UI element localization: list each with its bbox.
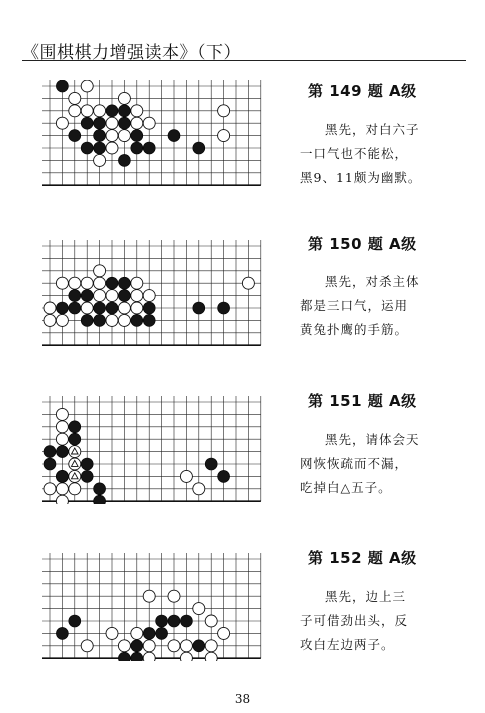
white-stone [180, 470, 192, 482]
black-stone [168, 130, 180, 142]
white-stone [106, 142, 118, 154]
desc-line: 黑先，对杀主体 [325, 274, 420, 289]
black-stone [143, 302, 155, 314]
white-stone [205, 652, 217, 661]
white-stone [106, 314, 118, 326]
white-stone [94, 265, 106, 277]
black-stone [94, 142, 106, 154]
white-stone [218, 105, 230, 117]
desc-line: 黄兔扑鹰的手筋。 [300, 322, 409, 337]
black-stone [94, 130, 106, 142]
black-stone [81, 470, 93, 482]
white-stone [118, 314, 130, 326]
white-stone [242, 277, 254, 289]
black-stone [81, 117, 93, 129]
black-stone [69, 130, 81, 142]
white-stone [106, 290, 118, 302]
desc-line: 子可借劲出头，反 [300, 613, 409, 628]
problem-desc-152 [300, 585, 450, 657]
desc-line: 黑先，边上三 [325, 589, 407, 604]
white-stone [94, 277, 106, 289]
black-stone [156, 615, 168, 627]
black-stone [94, 483, 106, 495]
board-stones [56, 590, 229, 661]
black-stone [106, 105, 118, 117]
white-stone [106, 130, 118, 142]
black-stone [69, 302, 81, 314]
white-stone [106, 117, 118, 129]
black-stone [131, 130, 143, 142]
white-stone [118, 302, 130, 314]
black-stone [118, 105, 130, 117]
white-stone [143, 117, 155, 129]
white-stone [205, 615, 217, 627]
white-stone [118, 92, 130, 104]
black-stone [168, 615, 180, 627]
problem-desc-151 [300, 428, 450, 500]
white-stone [44, 314, 56, 326]
black-stone [143, 314, 155, 326]
black-stone [205, 458, 217, 470]
black-stone [81, 458, 93, 470]
white-stone [106, 627, 118, 639]
white-stone [218, 130, 230, 142]
white-stone [56, 314, 68, 326]
black-stone [94, 314, 106, 326]
go-board-151 [42, 396, 282, 504]
black-stone [106, 302, 118, 314]
desc-line: 黑先，请体会天 [325, 432, 420, 447]
black-stone [143, 627, 155, 639]
black-stone [69, 421, 81, 433]
page-number: 38 [234, 692, 251, 706]
white-stone [143, 590, 155, 602]
black-stone [94, 117, 106, 129]
white-stone [69, 483, 81, 495]
white-stone [94, 290, 106, 302]
white-stone [81, 277, 93, 289]
black-stone [94, 302, 106, 314]
black-stone [118, 117, 130, 129]
black-stone [131, 640, 143, 652]
black-stone [56, 302, 68, 314]
black-stone [94, 495, 106, 504]
black-stone [69, 615, 81, 627]
white-stone [69, 277, 81, 289]
white-stone [118, 130, 130, 142]
header-rule [22, 60, 466, 61]
white-stone [81, 302, 93, 314]
white-stone [69, 92, 81, 104]
black-stone [143, 142, 155, 154]
white-stone [131, 277, 143, 289]
white-stone [193, 603, 205, 615]
problem-title-151: 第 151 题 A级 [308, 392, 417, 410]
black-stone [118, 277, 130, 289]
black-stone [118, 290, 130, 302]
white-stone [143, 652, 155, 661]
white-stone [118, 640, 130, 652]
black-stone [69, 433, 81, 445]
white-stone [143, 290, 155, 302]
problem-desc-149 [300, 118, 450, 190]
go-board-152 [42, 553, 282, 661]
black-stone [56, 470, 68, 482]
white-stone [56, 495, 68, 504]
white-stone [81, 640, 93, 652]
white-stone [143, 640, 155, 652]
white-stone [193, 483, 205, 495]
go-board-149 [42, 80, 282, 188]
white-stone [81, 105, 93, 117]
black-stone [44, 446, 56, 458]
white-stone [81, 80, 93, 92]
white-stone [56, 483, 68, 495]
white-stone [168, 640, 180, 652]
black-stone [81, 142, 93, 154]
problem-title-152: 第 152 题 A级 [308, 549, 417, 567]
problem-title-150: 第 150 题 A级 [308, 235, 417, 253]
problem-title-149: 第 149 题 A级 [308, 82, 417, 100]
desc-line: 网恢恢疏而不漏， [300, 456, 409, 471]
white-stone [180, 652, 192, 661]
black-stone [131, 142, 143, 154]
white-stone [168, 590, 180, 602]
white-stone [44, 302, 56, 314]
white-stone [205, 640, 217, 652]
desc-line: 黑先，对白六子 [325, 122, 420, 137]
black-stone [56, 446, 68, 458]
desc-line: 黑9、11颇为幽默。 [300, 170, 422, 185]
problem-desc-150 [300, 270, 450, 342]
desc-line: 攻白左边两子。 [300, 637, 395, 652]
black-stone [193, 142, 205, 154]
white-stone [131, 105, 143, 117]
desc-line: 一口气也不能松， [300, 146, 409, 161]
white-stone [44, 483, 56, 495]
black-stone [81, 290, 93, 302]
desc-line: 都是三口气，运用 [300, 298, 409, 313]
black-stone [118, 154, 130, 166]
black-stone [156, 627, 168, 639]
black-stone [44, 458, 56, 470]
black-stone [81, 314, 93, 326]
white-stone [131, 302, 143, 314]
black-stone [131, 652, 143, 661]
black-stone [180, 615, 192, 627]
black-stone [193, 640, 205, 652]
white-stone [94, 105, 106, 117]
page-header: 《围棋棋力增强读本》（下） [22, 43, 241, 63]
black-stone [56, 80, 68, 92]
white-stone [69, 105, 81, 117]
white-stone [218, 627, 230, 639]
black-stone [69, 290, 81, 302]
white-stone [56, 408, 68, 420]
black-stone [193, 302, 205, 314]
white-stone [94, 154, 106, 166]
desc-line: 吃掉白△五子。 [300, 480, 392, 495]
white-stone [180, 640, 192, 652]
white-stone [56, 433, 68, 445]
white-stone [56, 421, 68, 433]
black-stone [218, 302, 230, 314]
white-stone [56, 277, 68, 289]
white-stone [131, 627, 143, 639]
black-stone [118, 652, 130, 661]
white-stone [56, 117, 68, 129]
black-stone [218, 470, 230, 482]
white-stone [131, 117, 143, 129]
black-stone [106, 277, 118, 289]
black-stone [56, 627, 68, 639]
black-stone [131, 314, 143, 326]
white-stone [131, 290, 143, 302]
go-board-150 [42, 240, 282, 348]
